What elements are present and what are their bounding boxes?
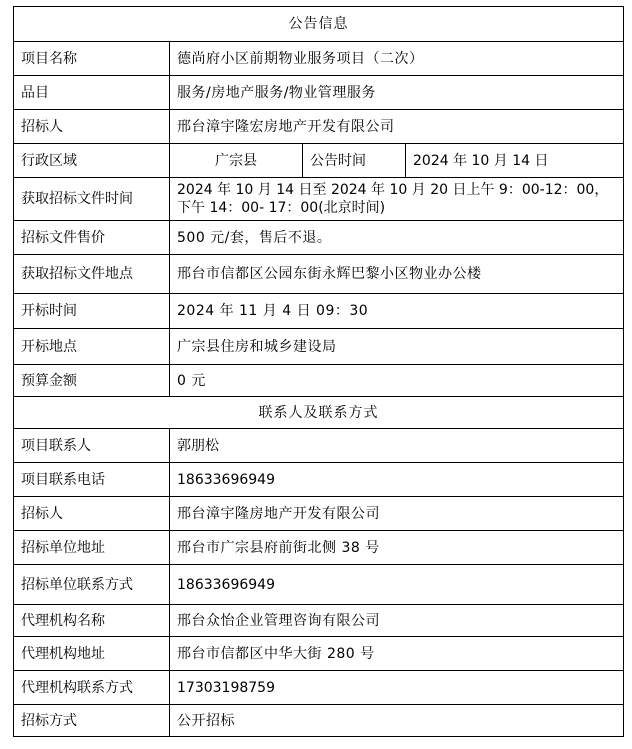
project-name-value: 德尚府小区前期物业服务项目（二次）: [170, 42, 624, 76]
contact-tenderer-value: 邢台漳宇隆房地产开发有限公司: [170, 497, 624, 531]
tenderer-address-label: 招标单位地址: [14, 531, 170, 565]
agency-name-label: 代理机构名称: [14, 605, 170, 637]
agency-address-value: 邢台市信都区中华大街 280 号: [170, 637, 624, 671]
agency-address-label: 代理机构地址: [14, 637, 170, 671]
price-label: 招标文件售价: [14, 221, 170, 255]
contacts-title: 联系人及联系方式: [14, 397, 624, 429]
open-place-label: 开标地点: [14, 329, 170, 365]
row-agency-name: [14, 605, 624, 637]
row-agency-address: [14, 637, 624, 671]
obtain-place-label: 获取招标文件地点: [14, 255, 170, 294]
announce-time-value: 2024 年 10 月 14 日: [406, 144, 624, 178]
open-place-value: 广宗县住房和城乡建设局: [170, 329, 624, 365]
announce-time-label: 公告时间: [303, 144, 406, 178]
project-contact-label: 项目联系人: [14, 429, 170, 463]
budget-label: 预算金额: [14, 365, 170, 397]
row-category: [14, 76, 624, 110]
tender-notice-table: [13, 6, 624, 737]
open-time-label: 开标时间: [14, 294, 170, 329]
announcement-title: 公告信息: [14, 7, 624, 42]
row-project-name: [14, 42, 624, 76]
row-region: [14, 144, 624, 178]
row-method: [14, 705, 624, 737]
method-label: 招标方式: [14, 705, 170, 737]
budget-value: 0 元: [170, 365, 624, 397]
row-project-phone: [14, 463, 624, 497]
category-label: 品目: [14, 76, 170, 110]
agency-contact-value: 17303198759: [170, 671, 624, 705]
project-name-label: 项目名称: [14, 42, 170, 76]
project-phone-label: 项目联系电话: [14, 463, 170, 497]
price-value: 500 元/套，售后不退。: [170, 221, 624, 255]
project-contact-value: 郭朋松: [170, 429, 624, 463]
obtain-place-value: 邢台市信都区公园东街永辉巴黎小区物业办公楼: [170, 255, 624, 294]
region-label: 行政区域: [14, 144, 170, 178]
row-tenderer: [14, 110, 624, 144]
contact-tenderer-label: 招标人: [14, 497, 170, 531]
obtain-time-value: 2024 年 10 月 14 日至 2024 年 10 月 20 日上午 9：00-12：00，下午 14：00- 17：00(北京时间): [170, 178, 624, 221]
section-header-announcement: [14, 7, 624, 42]
method-value: 公开招标: [170, 705, 624, 737]
open-time-value: 2024 年 11 月 4 日 09：30: [170, 294, 624, 329]
project-phone-value: 18633696949: [170, 463, 624, 497]
row-open-time: [14, 294, 624, 329]
row-price: [14, 221, 624, 255]
row-obtain-place: [14, 255, 624, 294]
obtain-time-label: 获取招标文件时间: [14, 178, 170, 221]
category-value: 服务/房地产服务/物业管理服务: [170, 76, 624, 110]
tenderer-contact-label: 招标单位联系方式: [14, 565, 170, 605]
tenderer-label: 招标人: [14, 110, 170, 144]
section-header-contacts: [14, 397, 624, 429]
row-open-place: [14, 329, 624, 365]
row-agency-contact: [14, 671, 624, 705]
region-value: 广宗县: [170, 144, 303, 178]
row-project-contact: [14, 429, 624, 463]
tenderer-value: 邢台漳宇隆宏房地产开发有限公司: [170, 110, 624, 144]
tenderer-contact-value: 18633696949: [170, 565, 624, 605]
row-obtain-time: [14, 178, 624, 221]
row-tenderer-address: [14, 531, 624, 565]
row-contact-tenderer: [14, 497, 624, 531]
agency-contact-label: 代理机构联系方式: [14, 671, 170, 705]
row-tenderer-contact: [14, 565, 624, 605]
agency-name-value: 邢台众怡企业管理咨询有限公司: [170, 605, 624, 637]
row-budget: [14, 365, 624, 397]
tenderer-address-value: 邢台市广宗县府前街北侧 38 号: [170, 531, 624, 565]
